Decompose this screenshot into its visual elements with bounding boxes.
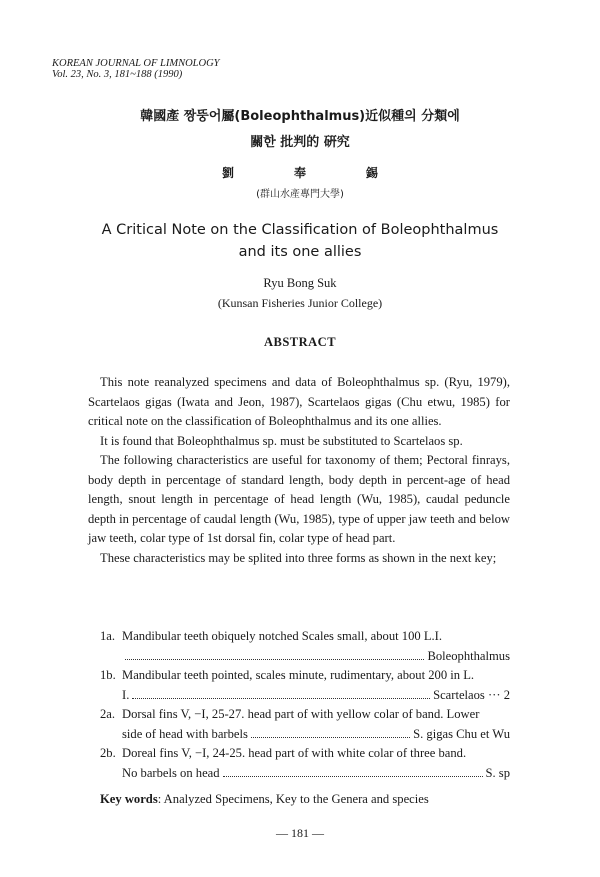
key-entry-text: Mandibular teeth pointed, scales minute, rudimentary, about 200 in L. bbox=[122, 668, 475, 682]
english-affiliation: (Kunsan Fisheries Junior College) bbox=[217, 296, 383, 310]
key-entry-result: S. sp bbox=[485, 765, 510, 780]
abstract-paragraph: The following characteristics are useful for taxonomy of them; Pectoral finrays, body depth in percentage of standard length, body depth in percent-age of head length, snout length in percentage of head length (Wu, 1985), caudal peduncle depth in percentage of caudal length (Wu, 1985), type of upper jaw teeth and below jaw teeth, colar type of 1st dorsal fin, colar type of head part. bbox=[88, 453, 510, 545]
key-entry-number: 2a. bbox=[100, 707, 116, 721]
korean-author-char: 劉 bbox=[221, 166, 234, 180]
english-title-line1: A Critical Note on the Classification of Boleophthalmus bbox=[101, 222, 499, 238]
key-entry-text: Doreal fins V, −I, 24-25. head part of with white colar of three band. bbox=[122, 746, 467, 760]
key-entry-number: 1b. bbox=[100, 668, 116, 682]
keywords bbox=[100, 792, 429, 807]
key-entry-number: 1a. bbox=[100, 629, 116, 643]
dotted-leader bbox=[125, 659, 424, 660]
abstract-paragraph: This note reanalyzed specimens and data of Boleophthalmus sp. (Ryu, 1979), Scartelaos gigas (Iwata and Jeon, 1987), Scartelaos gigas (Chu etwu, 1985) for critical note on the classification of Boleophthalmus and its one allies. bbox=[88, 375, 510, 428]
page-number: — 181 — bbox=[276, 826, 324, 840]
abstract-body bbox=[88, 373, 510, 568]
key-entry bbox=[100, 666, 510, 705]
abstract-heading: ABSTRACT bbox=[263, 335, 337, 349]
korean-author bbox=[0, 164, 600, 181]
key-entry-result: Boleophthalmus bbox=[427, 648, 510, 663]
key-entry-leader-prefix: I. bbox=[122, 687, 130, 702]
keywords-text: : Analyzed Specimens, Key to the Genera and species bbox=[157, 792, 429, 806]
journal-citation bbox=[52, 58, 220, 80]
korean-author-char: 錫 bbox=[366, 166, 379, 180]
dotted-leader bbox=[223, 776, 483, 777]
key-entry-leader bbox=[122, 725, 510, 745]
key-entry-text: Dorsal fins V, −I, 25-27. head part of with yellow colar of band. Lower bbox=[122, 707, 480, 721]
key-entry-leader-prefix: side of head with barbels bbox=[122, 726, 248, 741]
dotted-leader bbox=[132, 698, 430, 699]
key-entry-leader bbox=[122, 764, 510, 784]
key-entry bbox=[100, 744, 510, 783]
abstract-paragraph: It is found that Boleophthalmus sp. must be substituted to Scartelaos sp. bbox=[100, 433, 463, 448]
key-entry-leader bbox=[122, 686, 510, 706]
english-title-line2: and its one allies bbox=[238, 244, 362, 260]
journal-name: KOREAN JOURNAL OF LIMNOLOGY bbox=[52, 58, 220, 69]
key-entry-number: 2b. bbox=[100, 746, 116, 760]
korean-title-line1: 韓國產 짱뚱어屬(Boleophthalmus)近似種의 分類에 bbox=[140, 109, 460, 124]
key-entry bbox=[100, 627, 510, 666]
taxonomic-key bbox=[100, 627, 510, 783]
english-author: Ryu Bong Suk bbox=[263, 276, 337, 290]
journal-volume: Vol. 23, No. 3, 181~188 (1990) bbox=[52, 69, 183, 80]
key-entry-leader bbox=[122, 647, 510, 667]
abstract-paragraph: These characteristics may be splited into three forms as shown in the next key; bbox=[100, 550, 497, 565]
korean-author-char: 奉 bbox=[293, 166, 306, 180]
korean-affiliation: (群山水產專門大學) bbox=[256, 189, 344, 200]
key-entry-result: Scartelaos ··· 2 bbox=[433, 687, 510, 702]
keywords-label: Key words bbox=[100, 792, 158, 806]
korean-title-line2: 關한 批判的 硏究 bbox=[250, 135, 350, 150]
key-entry bbox=[100, 705, 510, 744]
key-entry-text: Mandibular teeth obiquely notched Scales small, about 100 L.I. bbox=[122, 629, 443, 643]
key-entry-result: S. gigas Chu et Wu bbox=[413, 726, 510, 741]
english-title bbox=[0, 219, 600, 263]
key-entry-leader-prefix: No barbels on head bbox=[122, 765, 220, 780]
dotted-leader bbox=[251, 737, 410, 738]
